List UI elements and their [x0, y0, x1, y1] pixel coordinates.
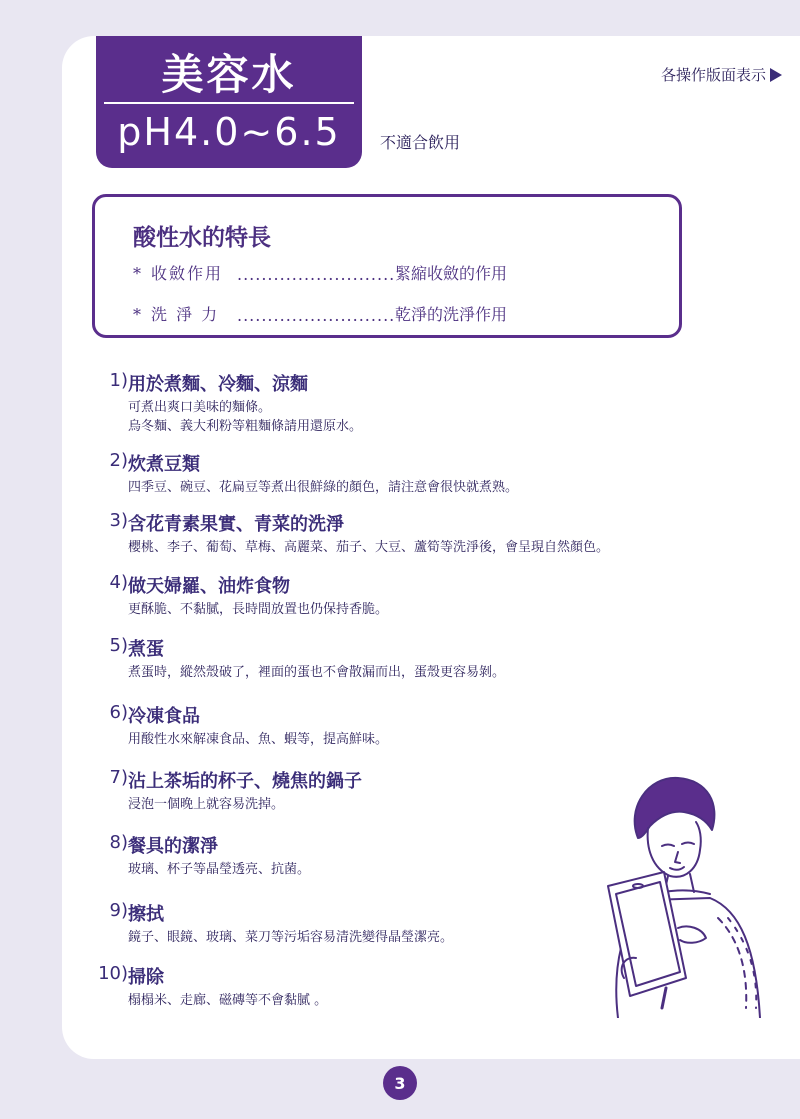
item-description: [128, 991, 327, 1010]
leader-dots: ..........................: [237, 265, 395, 284]
item-number: 7): [109, 767, 128, 788]
features-title: 酸性水的特長: [133, 225, 271, 251]
description-line: 四季豆、碗豆、花扁豆等煮出很鮮綠的顏色，請注意會很快就煮熟。: [128, 480, 519, 495]
item-number: 4): [109, 572, 128, 593]
item-title: 炊煮豆類: [128, 454, 200, 475]
item-description: [128, 538, 609, 557]
description-line: 榻榻米、走廊、磁磚等不會黏膩 。: [128, 993, 328, 1008]
feature-label: 收斂作用: [151, 264, 224, 283]
title-box: [96, 36, 362, 168]
nav-indicator[interactable]: [661, 64, 782, 85]
description-line: 更酥脆、不黏膩，長時間放置也仍保持香脆。: [128, 602, 389, 617]
page-number: 3: [383, 1066, 417, 1100]
feature-effect: 緊縮收斂的作用: [395, 264, 508, 283]
play-arrow-icon: [770, 68, 782, 82]
nav-label: 各操作版面表示: [660, 66, 766, 84]
item-title: 煮蛋: [128, 639, 164, 660]
feature-label: 洗 淨 力: [151, 305, 220, 324]
feature-effect: 乾淨的洗淨作用: [395, 305, 508, 324]
ph-range: pH4.0~6.5: [117, 110, 341, 154]
woman-with-tablet-illustration: [578, 768, 778, 1018]
description-line: 可煮出爽口美味的麵條。: [128, 400, 272, 415]
page-title: 美容水: [161, 50, 297, 99]
not-drinkable-note: 不適合飲用: [380, 133, 461, 152]
item-number: 2): [109, 450, 128, 471]
feature-row: [133, 261, 507, 284]
description-line: 櫻桃、李子、葡萄、草梅、高麗菜、茄子、大豆、蘆筍等洗淨後，會呈現自然顏色。: [128, 540, 610, 555]
item-title: 掃除: [128, 967, 164, 988]
item-title: 擦拭: [128, 904, 164, 925]
item-title: 含花青素果實、青菜的洗淨: [128, 514, 344, 535]
description-line: 煮蛋時，縱然殼破了，裡面的蛋也不會散漏而出，蛋殼更容易剝。: [128, 665, 506, 680]
item-number: 8): [109, 832, 128, 853]
item-description: [128, 730, 388, 749]
title-divider: [104, 102, 354, 104]
item-description: [128, 398, 362, 436]
description-line: 浸泡一個晚上就容易洗掉。: [128, 797, 285, 812]
item-description: [128, 478, 518, 497]
item-title: 餐具的潔淨: [128, 836, 218, 857]
item-description: [128, 795, 284, 814]
description-line: 烏冬麵、義大利粉等粗麵條請用還原水。: [128, 419, 363, 434]
item-number: 3): [109, 510, 128, 531]
features-box: [92, 194, 682, 338]
item-number: 1): [109, 370, 128, 391]
item-number: 9): [109, 900, 128, 921]
feature-row: [133, 302, 507, 325]
item-description: [128, 860, 310, 879]
bullet-star: *: [133, 264, 141, 283]
bullet-star: *: [133, 305, 141, 324]
leader-dots: ..........................: [237, 306, 395, 325]
description-line: 用酸性水來解凍食品、魚、蝦等，提高鮮味。: [128, 732, 389, 747]
item-title: 做天婦羅、油炸食物: [128, 576, 290, 597]
item-number: 5): [109, 635, 128, 656]
item-title: 沾上茶垢的杯子、燒焦的鍋子: [128, 771, 362, 792]
item-title: 冷凍食品: [128, 706, 200, 727]
item-description: [128, 663, 505, 682]
item-title: 用於煮麵、冷麵、涼麵: [128, 374, 308, 395]
item-description: [128, 928, 453, 947]
description-line: 玻璃、杯子等晶瑩透亮、抗菌。: [128, 862, 311, 877]
item-description: [128, 600, 388, 619]
item-number: 6): [109, 702, 128, 723]
description-line: 鏡子、眼鏡、玻璃、菜刀等污垢容易清洗變得晶瑩潔亮。: [128, 930, 454, 945]
item-number: 10): [98, 963, 128, 984]
